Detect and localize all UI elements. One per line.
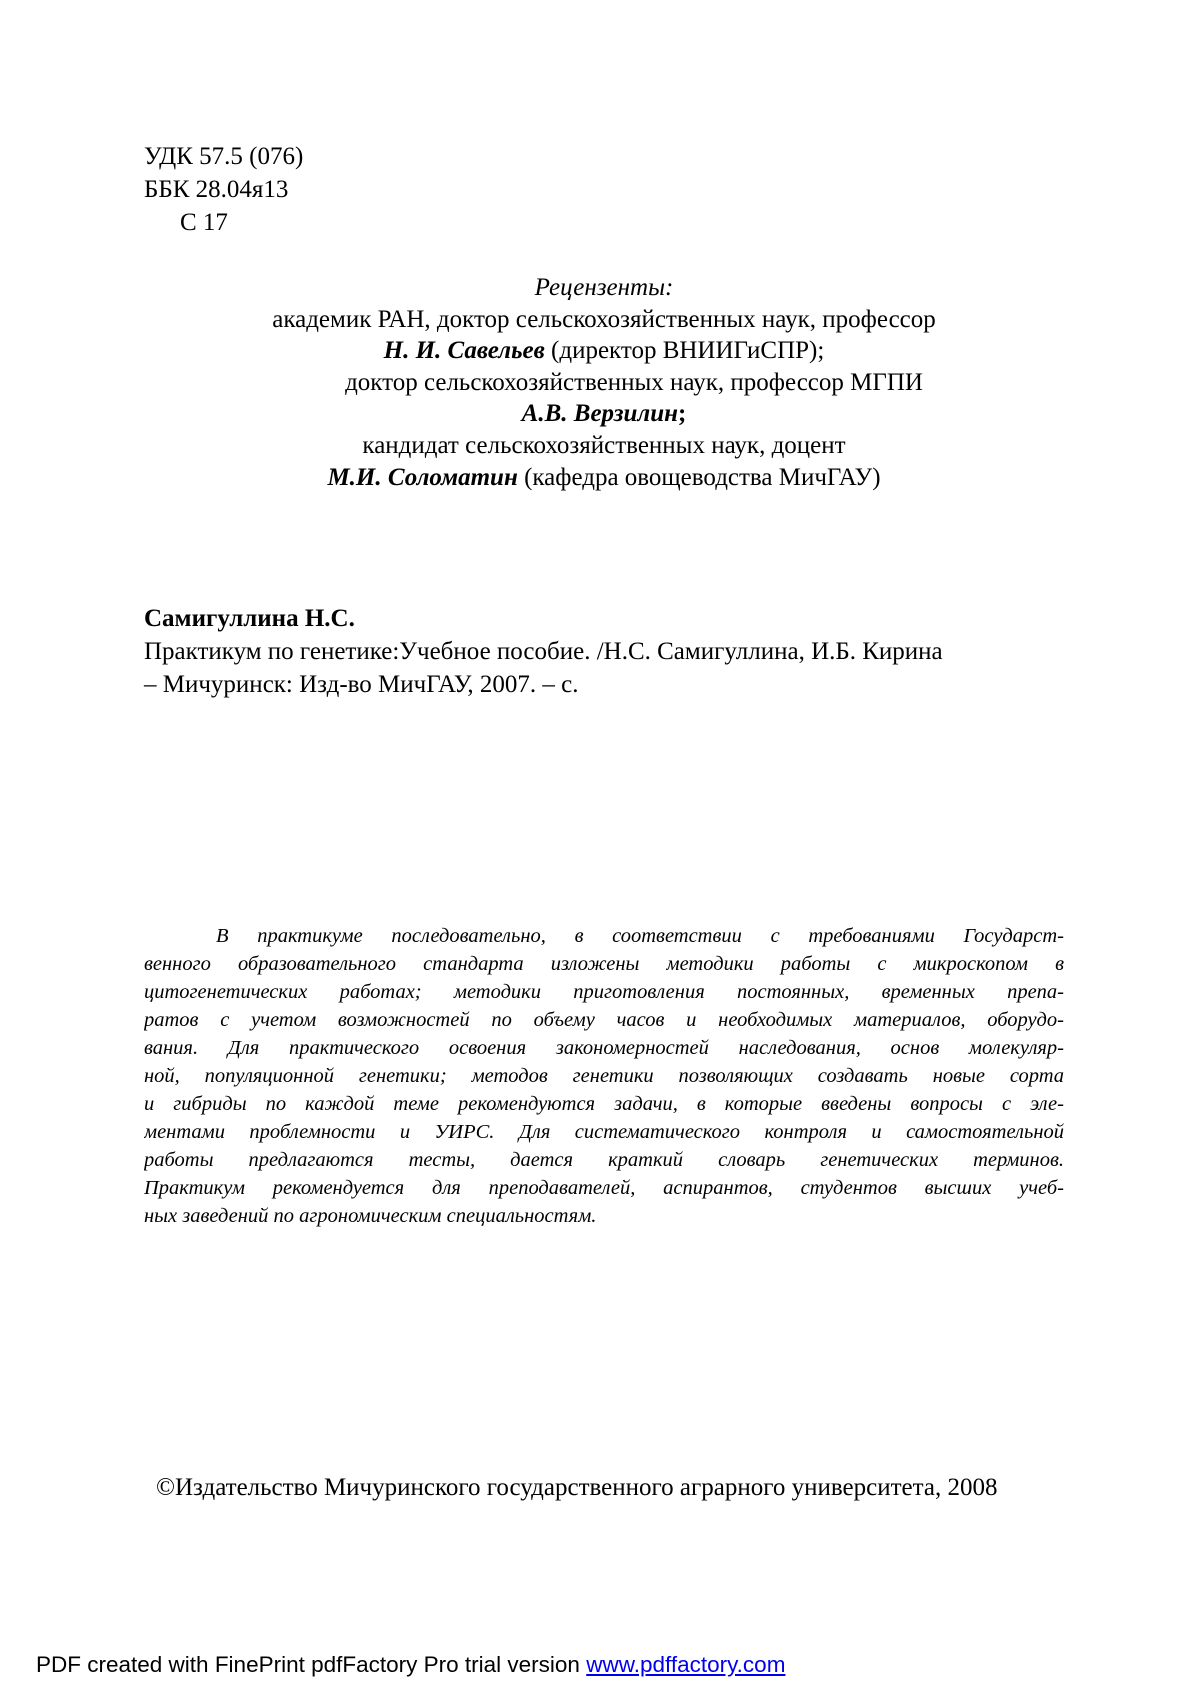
abstract-line: ментами проблемности и УИРС. Для систематического контроля и самостоятельной: [144, 1121, 1064, 1143]
reviewer-1-affiliation: (директор ВНИИГиСПР);: [544, 337, 825, 365]
reviewer-3-affiliation: (кафедра овощеводства МичГАУ): [517, 463, 881, 491]
abstract-line: вания. Для практического освоения закономерностей наследования, основ молекуляр-: [144, 1037, 1064, 1059]
reviewers-block: [0, 272, 1200, 493]
reviewer-2-separator: ;: [677, 400, 687, 428]
bibliographic-record: [144, 602, 1064, 701]
reviewer-2-title: доктор сельскохозяйственных наук, профессор МГПИ: [345, 368, 923, 396]
abstract-line: работы предлагаются тесты, дается краткий словарь генетических терминов.: [144, 1149, 1064, 1171]
udk-code: УДК 57.5 (076): [144, 143, 304, 170]
reviewer-1-name: Н. И. Савельев: [383, 337, 545, 365]
copyright-notice: ©Издательство Мичуринского государственного аграрного университета, 2008: [156, 1474, 998, 1501]
abstract-line: ратов с учетом возможностей по объему часов и необходимых материалов, оборудо-: [144, 1009, 1064, 1031]
classification-codes: [144, 140, 303, 239]
reviewer-1-title: академик РАН, доктор сельскохозяйственных наук, профессор: [272, 305, 936, 333]
reviewer-2-name: А.В. Верзилин: [521, 400, 678, 428]
book-author: Самигуллина Н.С.: [144, 605, 355, 632]
abstract-line: ных заведений по агрономическим специальностям.: [144, 1205, 597, 1227]
pdffactory-link[interactable]: www.pdffactory.com: [586, 1652, 786, 1677]
abstract-line: ной, популяционной генетики; методов генетики позволяющих создавать новые сорта: [144, 1065, 1064, 1087]
footer-text: PDF created with FinePrint pdfFactory Pro trial version: [36, 1652, 587, 1677]
reviewer-3-name: М.И. Соломатин: [327, 463, 518, 491]
abstract-line: Практикум рекомендуется для преподавателей, аспирантов, студентов высших учеб-: [144, 1177, 1064, 1199]
bibliographic-line-2: – Мичуринск: Изд-во МичГАУ, 2007. – с.: [144, 671, 579, 698]
reviewer-3-title: кандидат сельскохозяйственных наук, доцент: [362, 431, 846, 459]
abstract-line: венного образовательного стандарта изложены методики работы с микроскопом в: [144, 953, 1064, 975]
abstract-line: В практикуме последовательно, в соответствии с требованиями Государст-: [216, 925, 1064, 947]
bbk-code: ББК 28.04я13: [144, 176, 289, 203]
pdf-footer: [36, 1652, 785, 1678]
reviewer-3-line: [327, 462, 880, 494]
reviewer-2-line: [522, 398, 687, 430]
abstract: [144, 922, 1064, 1230]
bibliographic-line-1: Практикум по генетике:Учебное пособие. /Н.С. Самигуллина, И.Б. Кирина: [144, 638, 943, 665]
reviewer-1-line: [384, 335, 825, 367]
abstract-line: цитогенетических работах; методики приготовления постоянных, временных препа-: [144, 981, 1064, 1003]
reviewers-heading: Рецензенты:: [534, 274, 674, 301]
author-mark: С 17: [180, 209, 228, 236]
abstract-line: и гибриды по каждой теме рекомендуются задачи, в которые введены вопросы с эле-: [144, 1093, 1064, 1115]
